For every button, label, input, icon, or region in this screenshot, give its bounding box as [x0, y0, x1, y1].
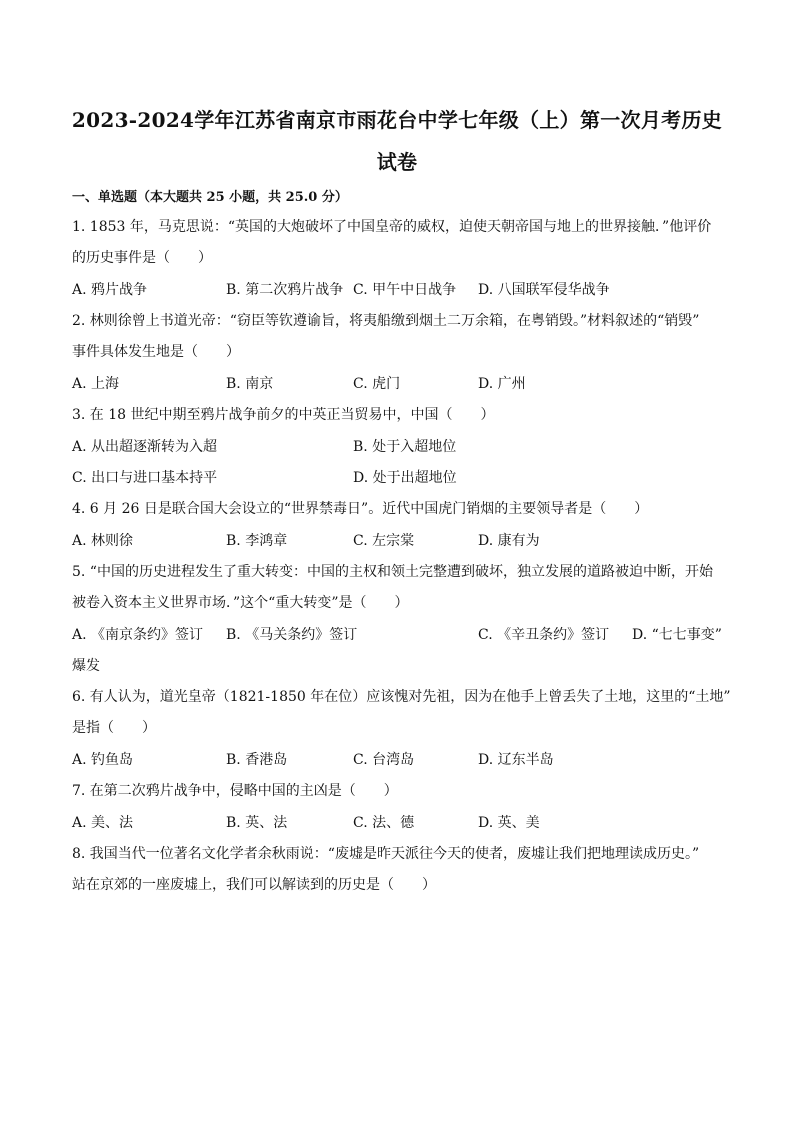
q7-option-c: C. 法、德: [353, 815, 415, 831]
q5-stem-line1: 5. “中国的历史进程发生了重大转变：中国的主权和领土完整遭到破坏，独立发展的道路被迫中断，开始: [72, 564, 713, 580]
exam-title-line2: 试卷: [376, 150, 418, 174]
q6-stem-line2: 是指（ ）: [72, 720, 156, 736]
q2-stem-line1: 2. 林则徐曾上书道光帝：“窃臣等钦遵谕旨，将夷船缴到烟土二万余箱，在粤销毁。”材料叙述的“销毁”: [72, 313, 700, 329]
q1-option-d: D. 八国联军侵华战争: [478, 282, 610, 298]
q2-stem-line2: 事件具体发生地是（ ）: [72, 344, 240, 360]
q5-option-a: A. 《南京条约》签订: [72, 627, 204, 643]
q8-stem-line1: 8. 我国当代一位著名文化学者余秋雨说：“废墟是昨天派往今天的使者，废墟让我们把地理读成历史。”: [72, 846, 700, 862]
q2-option-a: A. 上海: [72, 376, 120, 392]
q3-option-c: C. 出口与进口基本持平: [72, 470, 218, 486]
q1-stem-line1: 1. 1853 年，马克思说：“英国的大炮破坏了中国皇帝的威权，迫使天朝帝国与地上的世界接触．”他评价: [72, 219, 712, 235]
q3-option-a: A. 从出超逐渐转为入超: [72, 439, 218, 455]
q4-option-d: D. 康有为: [478, 533, 540, 549]
q7-stem-line1: 7. 在第二次鸦片战争中，侵略中国的主凶是（ ）: [72, 783, 398, 799]
q6-option-d: D. 辽东半岛: [478, 752, 554, 768]
q7-option-b: B. 英、法: [226, 815, 288, 831]
q7-option-a: A. 美、法: [72, 815, 134, 831]
q3-stem-line1: 3. 在 18 世纪中期至鸦片战争前夕的中英正当贸易中，中国（ ）: [72, 407, 495, 423]
q6-option-a: A. 钓鱼岛: [72, 752, 134, 768]
q4-option-a: A. 林则徐: [72, 533, 134, 549]
q2-option-c: C. 虎门: [353, 376, 401, 392]
exam-title-line1: 2023-2024学年江苏省南京市雨花台中学七年级（上）第一次月考历史: [71, 108, 723, 132]
q1-option-a: A. 鸦片战争: [72, 282, 148, 298]
q5-option-b: B. 《马关条约》签订: [226, 627, 358, 643]
q4-stem-line1: 4. 6 月 26 日是联合国大会设立的“世界禁毒日”。近代中国虎门销烟的主要领导者是（ ）: [72, 501, 649, 517]
q3-option-b: B. 处于入超地位: [353, 439, 457, 455]
q6-option-b: B. 香港岛: [226, 752, 288, 768]
q6-option-c: C. 台湾岛: [353, 752, 415, 768]
q1-option-c: C. 甲午中日战争: [353, 282, 457, 298]
q1-stem-line2: 的历史事件是（ ）: [72, 250, 212, 266]
q7-option-d: D. 英、美: [478, 815, 540, 831]
q5-option-d: D. “七七事变”: [632, 627, 722, 643]
q4-option-c: C. 左宗棠: [353, 533, 415, 549]
section-heading: 一、单选题（本大题共 25 小题，共 25.0 分）: [72, 190, 348, 205]
q1-option-b: B. 第二次鸦片战争: [226, 282, 344, 298]
q2-option-d: D. 广州: [478, 376, 526, 392]
q4-option-b: B. 李鸿章: [226, 533, 288, 549]
q6-stem-line1: 6. 有人认为，道光皇帝（1821-1850 年在位）应该愧对先祖，因为在他手上曾丢失了土地，这里的“土地”: [72, 689, 731, 705]
q3-option-d: D. 处于出超地位: [353, 470, 457, 486]
q8-stem-line2: 站在京郊的一座废墟上，我们可以解读到的历史是（ ）: [72, 877, 436, 893]
q5-option-d-continued: 爆发: [72, 658, 100, 674]
q2-option-b: B. 南京: [226, 376, 274, 392]
q5-stem-line2: 被卷入资本主义世界市场．”这个“重大转变”是（ ）: [72, 595, 409, 611]
q5-option-c: C. 《辛丑条约》签订: [478, 627, 610, 643]
